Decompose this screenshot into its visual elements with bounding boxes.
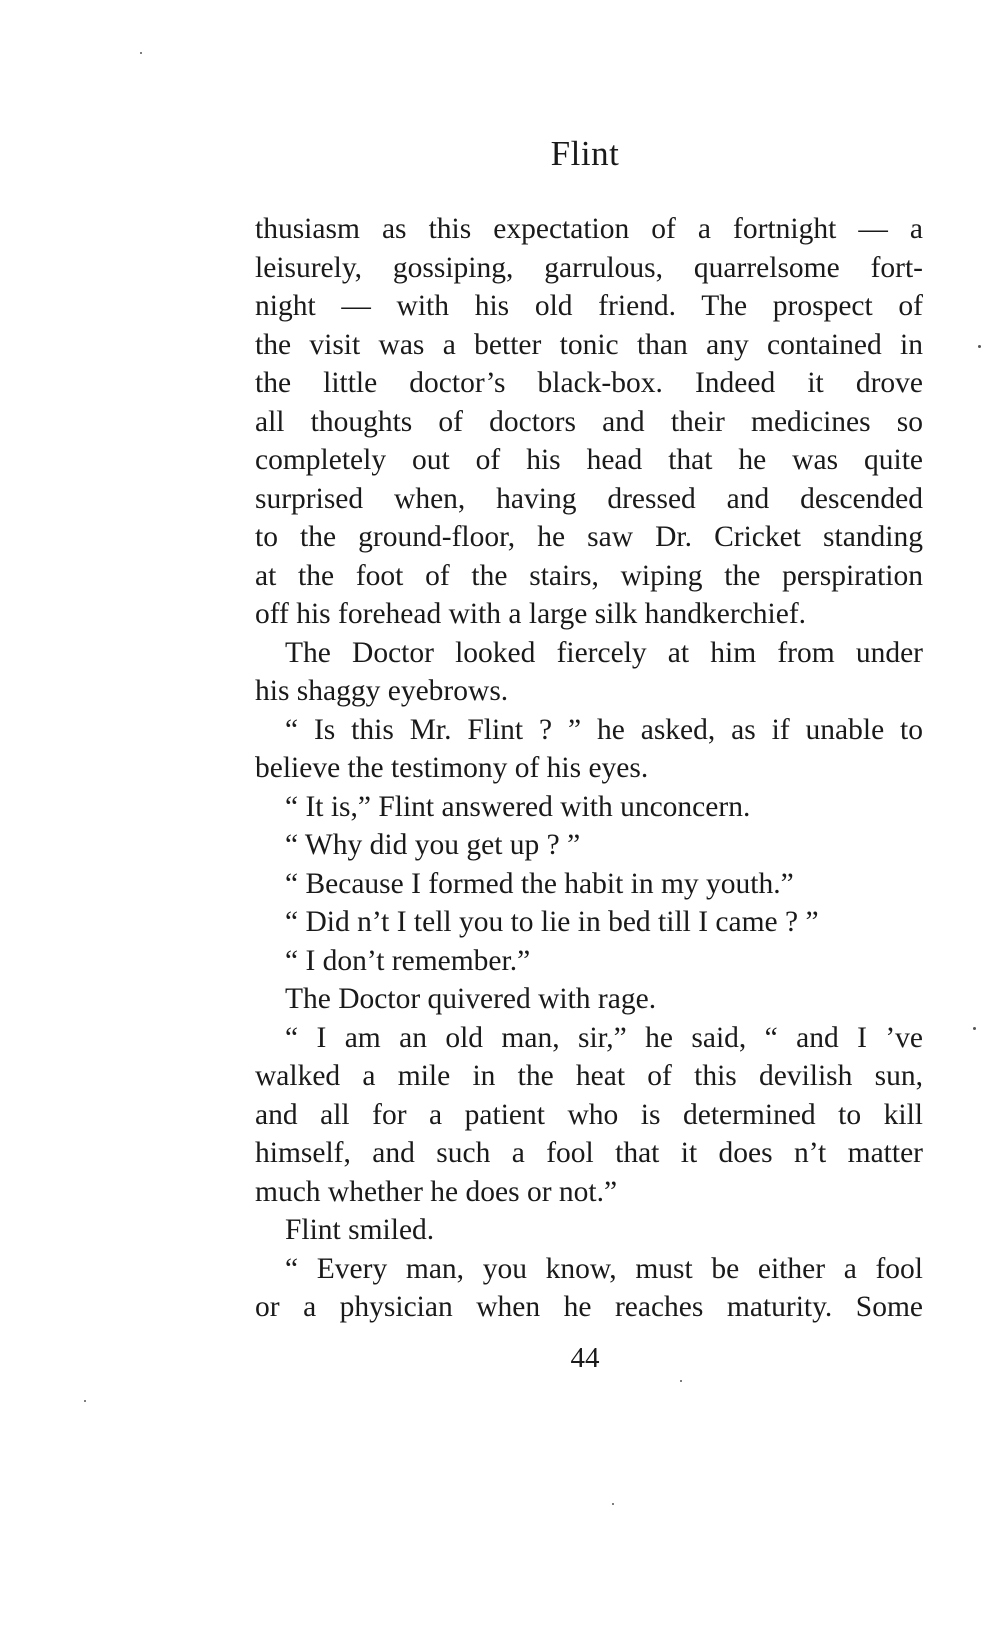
text-line: believe the testimony of his eyes. [255, 752, 649, 784]
text-line: or a physician when he reaches maturity. Some [255, 1291, 923, 1323]
text-line: the visit was a better tonic than any contained in [255, 328, 923, 361]
scan-speck [612, 1503, 614, 1505]
text-line: and all for a patient who is determined to kill [255, 1098, 923, 1131]
page-number: 44 [570, 1342, 600, 1374]
text-line: “ I am an old man, sir,” he said, “ and I ’ve [285, 1021, 923, 1054]
body-text [255, 210, 923, 1327]
text-line: “ Every man, you know, must be either a fool [285, 1252, 923, 1285]
text-line: “ Is this Mr. Flint ? ” he asked, as if unable to [285, 713, 923, 746]
text-line: “ It is,” Flint answered with unconcern. [285, 790, 751, 823]
text-line: night — with his old friend. The prospect of [255, 290, 923, 322]
text-line: Flint smiled. [285, 1214, 435, 1246]
scan-speck [140, 52, 142, 54]
text-line: walked a mile in the heat of this devilish sun, [255, 1060, 923, 1092]
text-line: leisurely, gossiping, garrulous, quarrelsome fort- [255, 251, 923, 284]
text-line: at the foot of the stairs, wiping the perspiration [255, 559, 923, 592]
text-line: thusiasm as this expectation of a fortnight — a [255, 213, 923, 245]
text-line: all thoughts of doctors and their medicines so [255, 405, 923, 438]
text-line: “ Did n’t I tell you to lie in bed till I came ? ” [285, 906, 819, 938]
text-line: himself, and such a fool that it does n’t matter [255, 1137, 923, 1169]
text-line: “ Because I formed the habit in my youth.” [285, 867, 794, 900]
text-line: completely out of his head that he was quite [255, 444, 923, 476]
text-line: surprised when, having dressed and descended [255, 482, 923, 515]
text-line: “ I don’t remember.” [285, 944, 531, 977]
text-line: his shaggy eyebrows. [255, 675, 509, 707]
running-head: Flint [550, 134, 620, 173]
scan-speck [680, 1380, 682, 1382]
text-line: The Doctor looked fiercely at him from under [285, 636, 923, 669]
text-line: the little doctor’s black-box. Indeed it drove [255, 367, 923, 399]
scan-speck [84, 1400, 86, 1402]
scan-speck [973, 1027, 976, 1030]
text-line: “ Why did you get up ? ” [285, 829, 581, 861]
scan-speck [978, 345, 981, 348]
text-line: much whether he does or not.” [255, 1175, 618, 1208]
text-line: The Doctor quivered with rage. [285, 983, 657, 1015]
text-line: to the ground-floor, he saw Dr. Cricket standing [255, 521, 923, 553]
text-line: off his forehead with a large silk handkerchief. [255, 598, 807, 630]
